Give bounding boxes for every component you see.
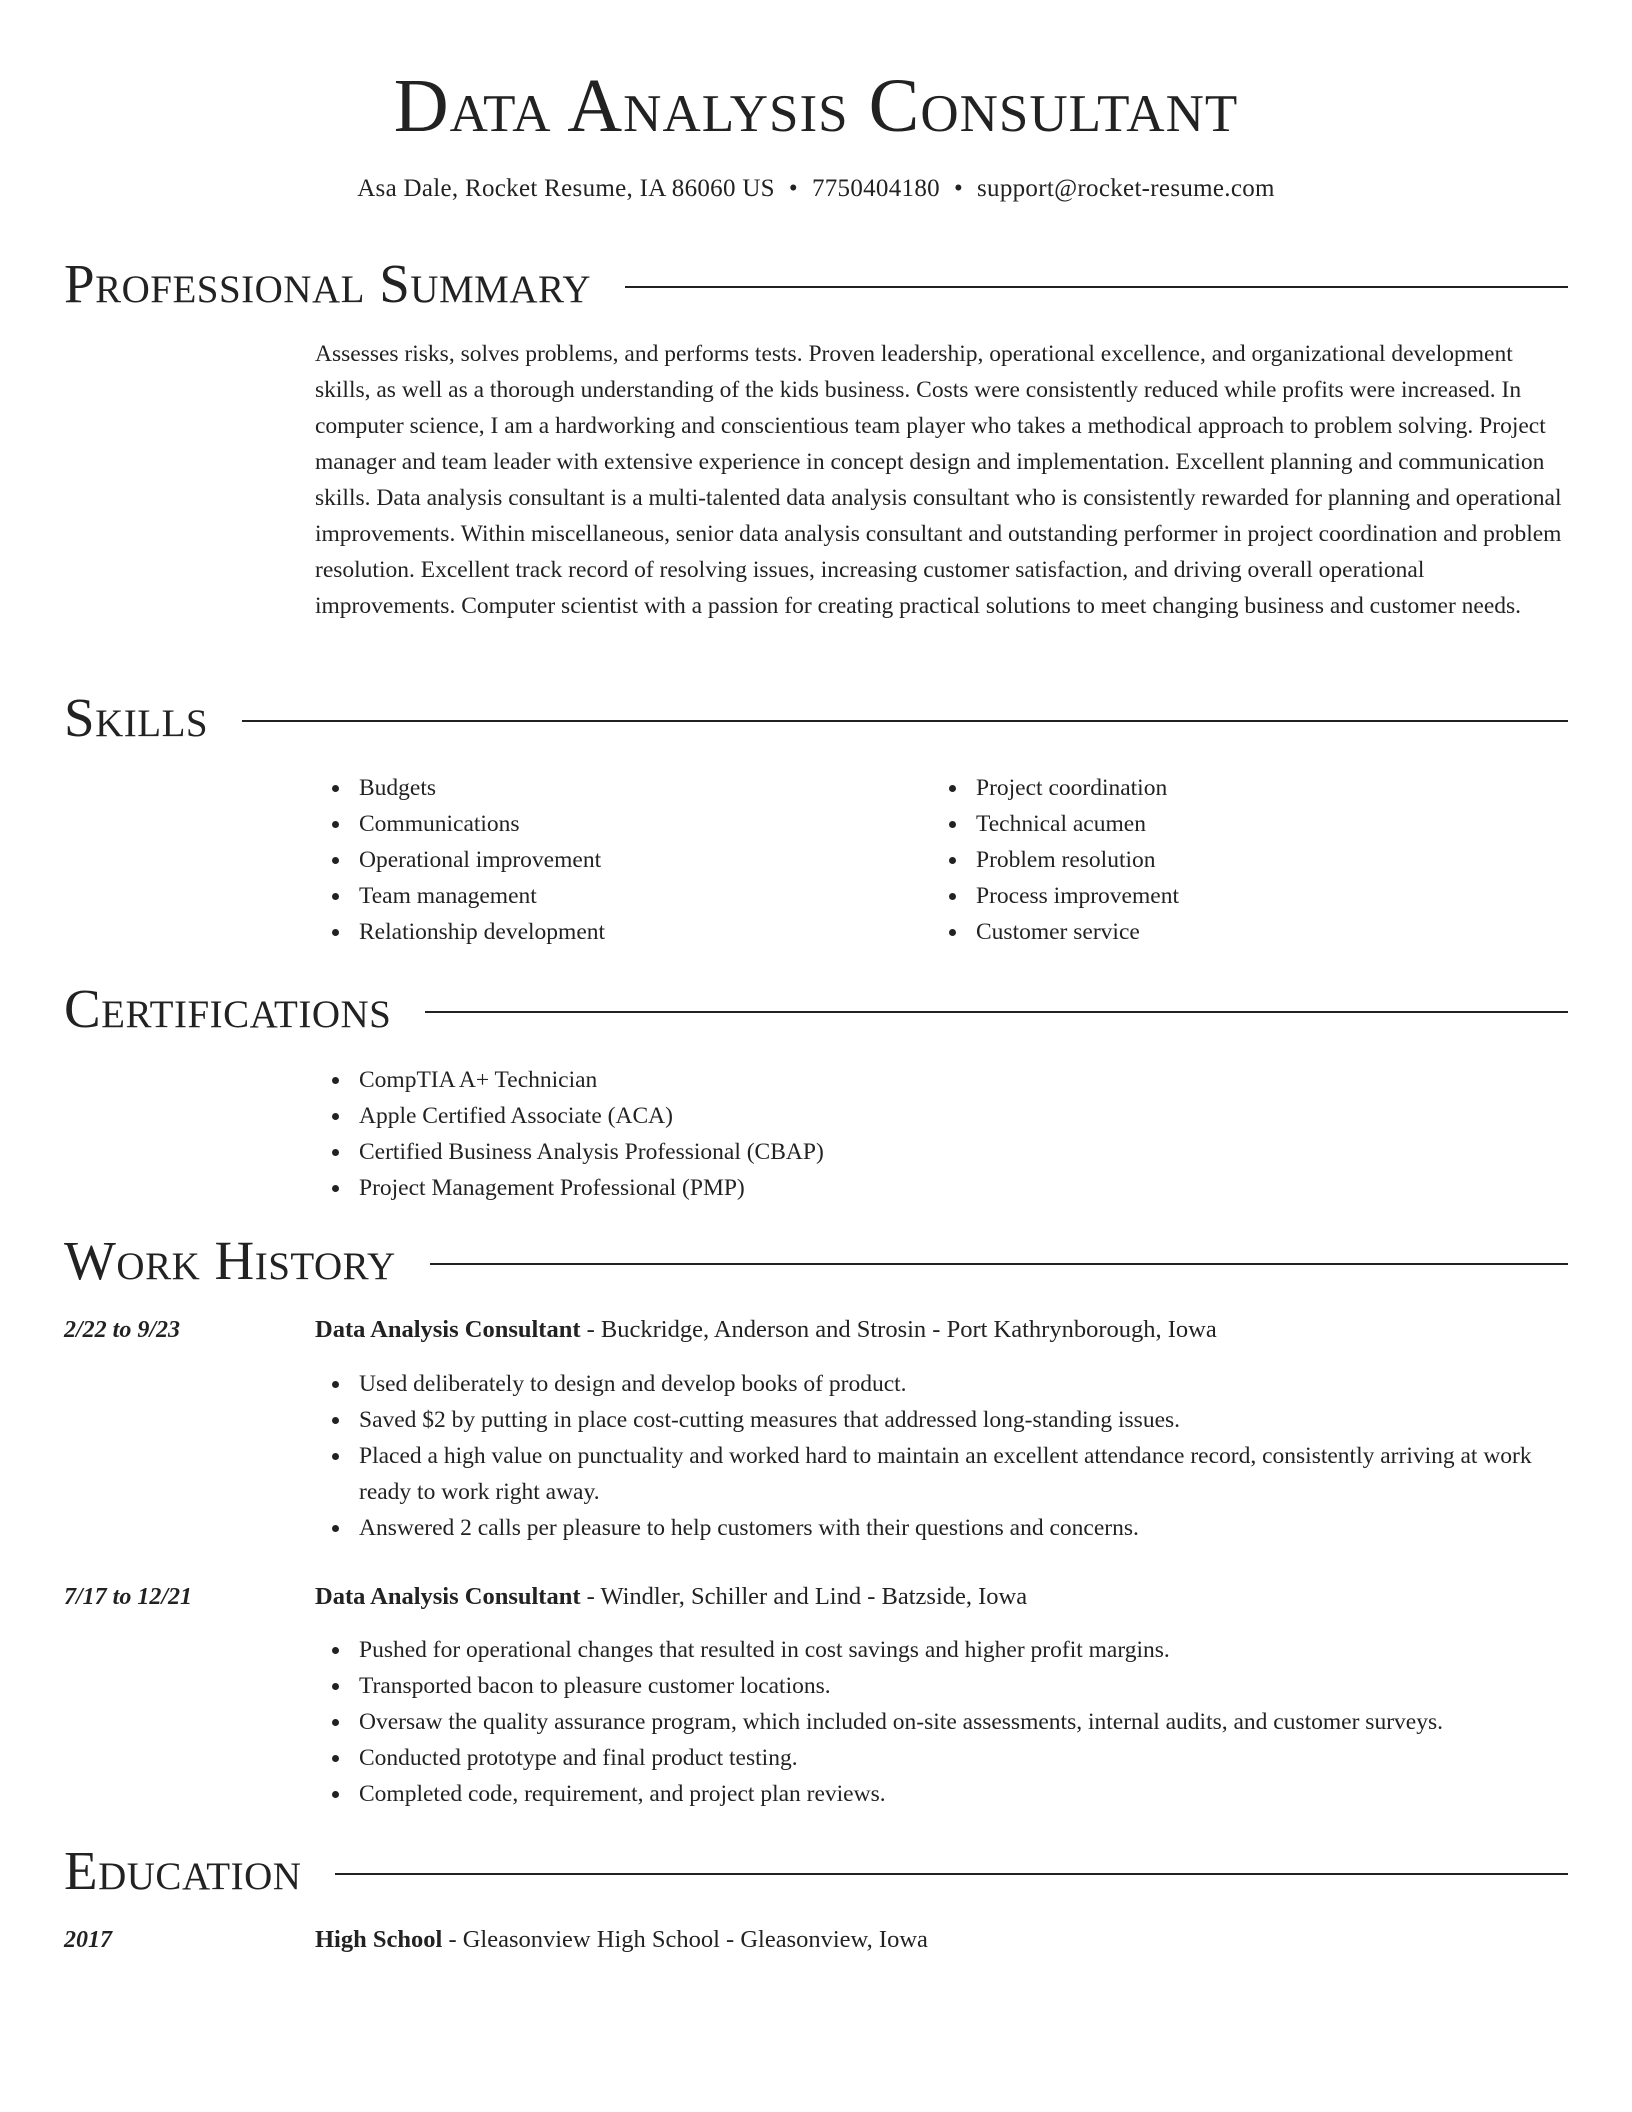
contact-separator: • xyxy=(788,175,798,202)
section-title-skills: Skills xyxy=(64,687,209,748)
skill-item: Relationship development xyxy=(315,914,915,950)
section-header-work-history xyxy=(64,1229,1568,1293)
education-degree: High School xyxy=(315,1926,443,1953)
job-bullet: Placed a high value on punctuality and worked hard to maintain an excellent attendance record, consistently arriving at work ready to work right away. xyxy=(315,1438,1568,1510)
summary-text: Assesses risks, solves problems, and performs tests. Proven leadership, operational excellence, and organizational development skills, as well as a thorough understanding of the kids business. Costs were consistently reduced while profits were increased. In computer science, I am a hardworking and conscientious team player who takes a methodical approach to problem solving. Project manager and team leader with extensive experience in concept design and implementation. Excellent planning and communication skills. Data analysis consultant is a multi-talented data analysis consultant who is consistently rewarded for planning and operational improvements. Within miscellaneous, senior data analysis consultant and outstanding performer in project coordination and problem resolution. Excellent track record of resolving issues, increasing customer satisfaction, and driving overall operational improvements. Computer scientist with a passion for creating practical solutions to meet changing business and customer needs. xyxy=(315,341,1562,619)
job-title: Data Analysis Consultant xyxy=(315,1583,581,1610)
skills-list-right xyxy=(932,770,1532,950)
job-company-location: - Windler, Schiller and Lind - Batzside, Iowa xyxy=(580,1583,1028,1610)
job-bullet: Conducted prototype and final product testing. xyxy=(315,1740,1568,1776)
job-bullets xyxy=(315,1632,1568,1812)
certification-item: CompTIA A+ Technician xyxy=(315,1062,1565,1098)
skill-item: Technical acumen xyxy=(932,806,1532,842)
job-bullet: Oversaw the quality assurance program, which included on-site assessments, internal audits, and customer surveys. xyxy=(315,1704,1568,1740)
section-rule xyxy=(335,1873,1568,1875)
skill-item: Team management xyxy=(315,878,915,914)
skill-item: Project coordination xyxy=(932,770,1532,806)
section-title-summary: Professional Summary xyxy=(64,253,592,314)
resume-title: Data Analysis Consultant xyxy=(393,64,1239,148)
job-heading xyxy=(315,1313,1568,1347)
education-heading xyxy=(315,1923,1568,1957)
job-bullet: Pushed for operational changes that resulted in cost savings and higher profit margins. xyxy=(315,1632,1568,1668)
section-header-education xyxy=(64,1839,1568,1903)
skill-item: Communications xyxy=(315,806,915,842)
skill-item: Problem resolution xyxy=(932,842,1532,878)
skill-item: Customer service xyxy=(932,914,1532,950)
job-dates: 2/22 to 9/23 xyxy=(64,1317,181,1343)
job-bullets xyxy=(315,1366,1568,1546)
contact-email[interactable]: support@rocket-resume.com xyxy=(977,175,1275,202)
job-heading xyxy=(315,1580,1568,1614)
job-company-location: - Buckridge, Anderson and Strosin - Port Kathrynborough, Iowa xyxy=(580,1316,1217,1343)
skill-item: Budgets xyxy=(315,770,915,806)
skills-list-left xyxy=(315,770,915,950)
certification-item: Apple Certified Associate (ACA) xyxy=(315,1098,1565,1134)
section-header-skills xyxy=(64,686,1568,750)
job-bullet: Saved $2 by putting in place cost-cutting measures that addressed long-standing issues. xyxy=(315,1402,1568,1438)
certifications-list xyxy=(315,1062,1565,1206)
section-rule xyxy=(430,1263,1568,1265)
skill-item: Operational improvement xyxy=(315,842,915,878)
job-bullet: Used deliberately to design and develop books of product. xyxy=(315,1366,1568,1402)
job-bullet: Answered 2 calls per pleasure to help customers with their questions and concerns. xyxy=(315,1510,1568,1546)
skill-item: Process improvement xyxy=(932,878,1532,914)
education-year: 2017 xyxy=(64,1927,112,1953)
job-dates: 7/17 to 12/21 xyxy=(64,1584,193,1610)
job-title: Data Analysis Consultant xyxy=(315,1316,581,1343)
section-title-education: Education xyxy=(64,1840,302,1901)
certification-item: Project Management Professional (PMP) xyxy=(315,1170,1565,1206)
section-rule xyxy=(625,286,1568,288)
section-title-work-history: Work History xyxy=(64,1230,396,1291)
contact-phone: 7750404180 xyxy=(811,175,940,202)
education-school-location: - Gleasonview High School - Gleasonview, Iowa xyxy=(442,1926,928,1953)
section-title-certifications: Certifications xyxy=(64,978,392,1039)
section-header-certifications xyxy=(64,977,1568,1041)
contact-address: Asa Dale, Rocket Resume, IA 86060 US xyxy=(357,175,775,202)
section-rule xyxy=(242,720,1568,722)
contact-line xyxy=(64,172,1568,206)
certification-item: Certified Business Analysis Professional (CBAP) xyxy=(315,1134,1565,1170)
contact-separator: • xyxy=(953,175,963,202)
section-rule xyxy=(425,1011,1568,1013)
job-bullet: Completed code, requirement, and project plan reviews. xyxy=(315,1776,1568,1812)
job-bullet: Transported bacon to pleasure customer locations. xyxy=(315,1668,1568,1704)
section-header-summary xyxy=(64,252,1568,316)
